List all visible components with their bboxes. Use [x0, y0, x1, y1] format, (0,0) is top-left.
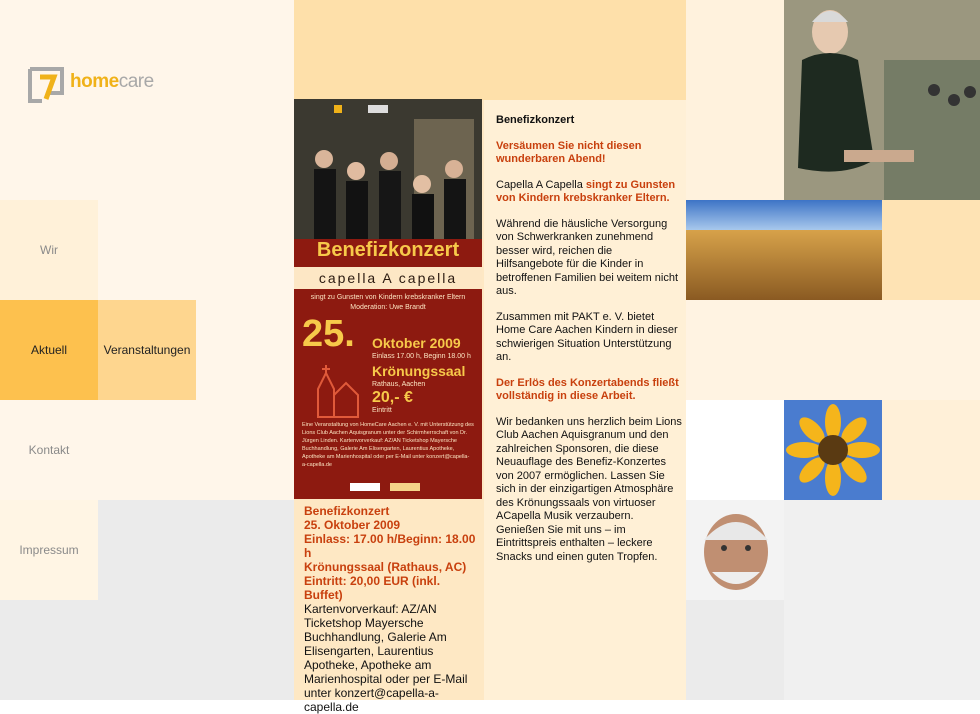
nav-label: Wir	[40, 243, 58, 257]
logo-mark-icon	[28, 67, 66, 103]
event-title: Benefizkonzert	[304, 504, 390, 518]
sponsor-logo	[350, 483, 380, 491]
poster-einlass: Einlass 17.00 h, Beginn 18.00 h	[372, 353, 471, 360]
homecare-logo[interactable]	[28, 67, 178, 107]
event-price: Eintritt: 20,00 EUR (inkl. Buffet)	[304, 574, 441, 602]
logo-text-home: home	[70, 71, 119, 92]
nav-label: Kontakt	[28, 443, 70, 457]
poster-title: Benefizkonzert	[316, 239, 460, 261]
poster-month: Oktober 2009	[372, 335, 461, 351]
wheat-field-photo	[686, 200, 882, 300]
concert-poster[interactable]	[294, 99, 482, 499]
article-paragraph: Wir bedanken uns herzlich beim Lions Club Aachen Aquisgranum und den zahlreichen Sponsoren, die diese Neuauflage des Benefiz-Konzertes von 2007 ermöglichen. Lassen Sie sich in der einzigartigen Atmosphäre des Krönungssaals von virtuoser ACapella Musik verzaubern. Genießen Sie mit uns – im Eintrittspreis enthalten – leckere Snacks und einen guten Tropfen.	[496, 415, 682, 563]
sunflower-illustration	[784, 400, 882, 500]
article-heading: Benefizkonzert	[496, 114, 575, 126]
article-body	[496, 114, 682, 576]
elderly-woman-illustration	[784, 0, 980, 200]
article-emphasis-paragraph: Der Erlös des Konzertabends fließt vollständig in diese Arbeit.	[496, 376, 679, 402]
sponsor-logo	[390, 483, 420, 491]
logo-text	[70, 71, 154, 93]
poster-moderation: Moderation: Uwe Brandt	[350, 304, 426, 311]
logo-text-care: care	[118, 71, 154, 92]
church-icon	[308, 359, 368, 419]
wheat-field-illustration	[686, 200, 882, 300]
poster-location: Rathaus, Aachen	[372, 381, 426, 388]
background-tile	[784, 500, 980, 700]
nav-item-aktuell[interactable]	[0, 300, 98, 400]
event-venue: Krönungssaal (Rathaus, AC)	[304, 560, 467, 574]
nav-item-wir[interactable]	[0, 200, 98, 300]
subnav-label: Veranstaltungen	[103, 343, 191, 357]
article-paragraph: Zusammen mit PAKT e. V. bietet Home Care Aachen Kindern in dieser schwierigen Situation Unterstützung an.	[496, 310, 678, 363]
article-paragraph: Während die häusliche Versorgung von Schwerkranken zunehmend besser wird, reichen die Hilfsangebote für die Kinder in betroffenen Familien bei weitem nicht aus.	[496, 217, 679, 297]
event-presale: Kartenvorverkauf: AZ/AN Ticketshop Mayersche Buchhandlung, Galerie Am Elisengarten, Laurentius Apotheke, Apotheke am Marienhospital oder per E-Mail unter konzert@capella-a-capella.de	[304, 602, 468, 714]
article-text: Capella A Capella	[496, 178, 583, 191]
poster-eintritt-label: Eintritt	[372, 407, 392, 414]
poster-venue: Krönungssaal	[372, 363, 466, 379]
elderly-man-photo	[686, 500, 784, 600]
background-tile	[882, 200, 980, 300]
poster-price: 20,- €	[372, 389, 413, 406]
nav-label: Impressum	[19, 543, 79, 557]
background-tile	[686, 0, 784, 200]
elderly-woman-photo	[784, 0, 980, 200]
background-tile	[882, 400, 980, 500]
choir-photo	[294, 99, 482, 239]
elderly-man-illustration	[686, 500, 784, 600]
choir-illustration	[294, 99, 482, 239]
poster-band: capella A capella	[294, 267, 482, 289]
nav-label: Aktuell	[30, 343, 68, 357]
event-time: Einlass: 17.00 h/Beginn: 18.00 h	[304, 532, 476, 560]
poster-day: 25.	[302, 313, 355, 355]
nav-item-impressum[interactable]	[0, 500, 98, 600]
event-date: 25. Oktober 2009	[304, 518, 401, 532]
article-paragraph	[496, 179, 682, 206]
event-details	[304, 504, 480, 714]
poster-subtitle	[298, 293, 478, 313]
poster-fine-print: Eine Veranstaltung von HomeCare Aachen e. V. mit Unterstützung des Lions Club Aachen Aquisgranum unter der Schirmherrschaft von Dr. Jürgen Linden. Kartenvorverkauf: AZ/AN Ticketshop Mayersche Buchhandlung, Galerie Am Elisengarten, Laurentius Apotheke, Apotheke am Marienhospital oder per E-Mail unter konzert@capella-a-capella.de	[302, 422, 474, 468]
background-tile	[98, 200, 196, 300]
nav-item-kontakt[interactable]	[0, 400, 98, 500]
article-emphasis: singt zu Gunsten von Kindern krebskranker Eltern.	[496, 178, 676, 204]
subnav-item-veranstaltungen[interactable]	[98, 300, 196, 400]
background-tile	[294, 0, 686, 100]
article-intro: Versäumen Sie nicht diesen wunderbaren Abend!	[496, 139, 642, 165]
background-tile	[686, 300, 980, 400]
poster-subtitle-text: singt zu Gunsten von Kindern krebskranker Eltern	[310, 294, 466, 301]
sunflower-photo	[784, 400, 882, 500]
